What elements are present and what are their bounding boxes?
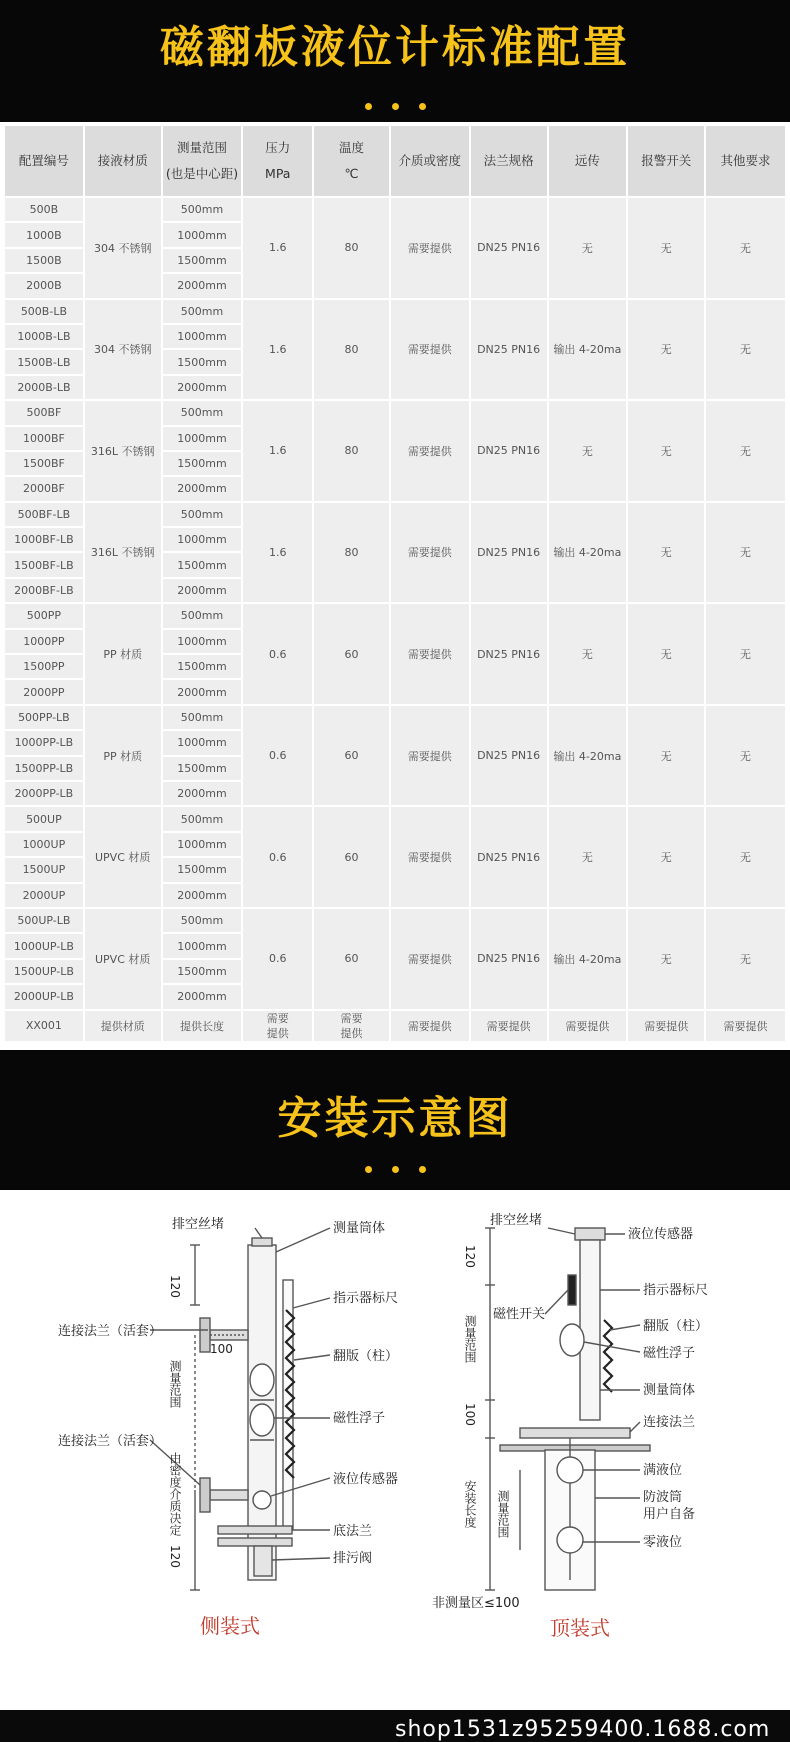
label-top-user: 用户自备 xyxy=(643,1507,696,1522)
cell-range: 2000mm xyxy=(163,477,242,500)
cell-flange: DN25 PN16 xyxy=(471,401,547,501)
cell-range: 1000mm xyxy=(163,427,242,450)
cell-alarm: 无 xyxy=(628,401,704,501)
cell-pressure: 1.6 xyxy=(243,503,312,603)
cell-flange: DN25 PN16 xyxy=(471,198,547,298)
cell-other: 无 xyxy=(706,503,785,603)
header-text: 法兰规格 xyxy=(483,153,534,168)
config-table-body xyxy=(5,198,785,1041)
label-measuring-tube: 测量筒体 xyxy=(333,1221,386,1236)
cell-code: 1000UP xyxy=(5,833,83,856)
label-top-vent: 排空丝堵 xyxy=(490,1213,543,1228)
table-row xyxy=(5,604,785,627)
cell-code: 2000UP-LB xyxy=(5,985,83,1008)
cell-remote: 无 xyxy=(549,198,627,298)
cell-remote: 输出 4-20ma xyxy=(549,706,627,806)
cell-custom: 需要提供 xyxy=(706,1011,785,1041)
cell-range: 1000mm xyxy=(163,223,242,246)
cell-code: 1000PP-LB xyxy=(5,731,83,754)
cell-custom: 需要提供 xyxy=(471,1011,547,1041)
table-row xyxy=(5,909,785,932)
cell-range: 2000mm xyxy=(163,680,242,703)
section-title-install: 安装示意图 xyxy=(277,1093,513,1144)
cell-range: 1000mm xyxy=(163,325,242,348)
cell-pressure: 0.6 xyxy=(243,807,312,907)
col-header-code xyxy=(5,126,83,196)
caption-top-mount: 顶装式 xyxy=(550,1616,610,1640)
label-drain-valve: 排污阀 xyxy=(333,1551,373,1566)
cell-range: 1500mm xyxy=(163,960,242,983)
side-bottom-flange xyxy=(218,1526,292,1534)
cell-material: PP 材质 xyxy=(85,706,161,806)
cell-code: 1500PP-LB xyxy=(5,757,83,780)
cell-custom: 需要提供 xyxy=(391,1011,469,1041)
cell-flange: DN25 PN16 xyxy=(471,706,547,806)
col-header-medium xyxy=(391,126,469,196)
cell-pressure: 1.6 xyxy=(243,300,312,400)
cell-other: 无 xyxy=(706,198,785,298)
table-row xyxy=(5,503,785,526)
cell-temperature: 80 xyxy=(314,503,389,603)
cell-custom: 需要提供 xyxy=(628,1011,704,1041)
cell-code: 1500UP xyxy=(5,858,83,881)
cell-code: 500UP xyxy=(5,807,83,830)
cell-range: 2000mm xyxy=(163,782,242,805)
cell-alarm: 无 xyxy=(628,198,704,298)
cell-remote: 输出 4-20ma xyxy=(549,503,627,603)
cell-code: 2000PP xyxy=(5,680,83,703)
dot xyxy=(419,1166,426,1173)
col-header-pressure xyxy=(243,126,312,196)
cell-code: 1500B-LB xyxy=(5,350,83,373)
cell-pressure: 0.6 xyxy=(243,604,312,704)
label-top-dim-range2: 测量范围 xyxy=(496,1490,510,1538)
cell-code: 500BF xyxy=(5,401,83,424)
cell-code: 1500B xyxy=(5,249,83,272)
cell-range: 500mm xyxy=(163,807,242,830)
cell-code: 500B xyxy=(5,198,83,221)
cell-code: 500B-LB xyxy=(5,300,83,323)
cell-code: 1000BF-LB xyxy=(5,528,83,551)
cell-code: 500PP-LB xyxy=(5,706,83,729)
cell-pressure: 1.6 xyxy=(243,401,312,501)
cell-other: 无 xyxy=(706,706,785,806)
shop-watermark: shop1531z95259400.1688.com xyxy=(395,1717,771,1742)
top-float-zero xyxy=(557,1527,583,1553)
label-top-wave: 防波筒 xyxy=(643,1490,683,1505)
cell-medium: 需要提供 xyxy=(391,503,469,603)
cell-temperature: 60 xyxy=(314,807,389,907)
col-header-other xyxy=(706,126,785,196)
label-top-dim-install: 安装长度 xyxy=(463,1480,477,1528)
cell-range: 1000mm xyxy=(163,630,242,653)
cell-code: 2000UP xyxy=(5,884,83,907)
config-table-wrapper xyxy=(3,124,787,1043)
cell-custom: 提供材质 xyxy=(85,1011,161,1041)
label-flap: 翻版（柱） xyxy=(333,1349,399,1364)
cell-code: 2000PP-LB xyxy=(5,782,83,805)
cell-alarm: 无 xyxy=(628,503,704,603)
cell-pressure: 0.6 xyxy=(243,706,312,806)
cell-code: 1500UP-LB xyxy=(5,960,83,983)
top-magnetic-switch xyxy=(568,1275,576,1305)
cell-flange: DN25 PN16 xyxy=(471,807,547,907)
label-top-dim-100: 100 xyxy=(463,1403,477,1426)
cell-code: 2000B xyxy=(5,274,83,297)
cell-medium: 需要提供 xyxy=(391,300,469,400)
header-text: 配置编号 xyxy=(18,153,69,168)
cell-range: 1500mm xyxy=(163,350,242,373)
table-row xyxy=(5,198,785,221)
cell-range: 2000mm xyxy=(163,985,242,1008)
label-dim-120-bottom: 120 xyxy=(168,1545,182,1568)
cell-other: 无 xyxy=(706,300,785,400)
label-top-dim-120: 120 xyxy=(463,1245,477,1268)
cell-range: 1500mm xyxy=(163,553,242,576)
cell-range: 1000mm xyxy=(163,934,242,957)
title-dots-config xyxy=(0,95,790,105)
cell-material: UPVC 材质 xyxy=(85,807,161,907)
label-dim-range: 测量范围 xyxy=(168,1360,182,1408)
label-flange-bottom: 连接法兰（活套） xyxy=(58,1434,163,1449)
header-text: 介质或密度 xyxy=(398,153,462,168)
label-top-sensor: 液位传感器 xyxy=(628,1227,694,1242)
cell-flange: DN25 PN16 xyxy=(471,300,547,400)
table-row xyxy=(5,401,785,424)
cell-code: 1500BF-LB xyxy=(5,553,83,576)
cell-custom: 需要 提供 xyxy=(314,1011,389,1041)
cell-material: 304 不锈钢 xyxy=(85,300,161,400)
label-top-flange: 连接法兰 xyxy=(643,1415,696,1430)
cell-range: 2000mm xyxy=(163,376,242,399)
dot xyxy=(419,103,426,110)
cell-range: 1000mm xyxy=(163,833,242,856)
cell-temperature: 60 xyxy=(314,909,389,1009)
header-subtext: ℃ xyxy=(344,166,359,181)
cell-medium: 需要提供 xyxy=(391,604,469,704)
cell-code: 1500PP xyxy=(5,655,83,678)
cell-code: 2000BF xyxy=(5,477,83,500)
title-dots-install xyxy=(0,1158,790,1168)
cell-material: 316L 不锈钢 xyxy=(85,401,161,501)
cell-material: PP 材质 xyxy=(85,604,161,704)
cell-alarm: 无 xyxy=(628,604,704,704)
cell-range: 500mm xyxy=(163,300,242,323)
top-level-sensor-head xyxy=(575,1228,605,1240)
side-magnetic-float xyxy=(250,1364,274,1396)
cell-custom: 需要 提供 xyxy=(243,1011,312,1041)
header-text: 报警开关 xyxy=(641,153,692,168)
cell-temperature: 80 xyxy=(314,401,389,501)
col-header-temperature xyxy=(314,126,389,196)
cell-medium: 需要提供 xyxy=(391,909,469,1009)
cell-alarm: 无 xyxy=(628,909,704,1009)
col-header-range xyxy=(163,126,242,196)
label-level-sensor: 液位传感器 xyxy=(333,1472,399,1487)
cell-range: 500mm xyxy=(163,604,242,627)
install-diagram xyxy=(0,1190,790,1710)
table-row-custom xyxy=(5,1011,785,1041)
cell-material: 304 不锈钢 xyxy=(85,198,161,298)
label-top-full: 满液位 xyxy=(643,1463,683,1478)
label-magnetic-float: 磁性浮子 xyxy=(333,1411,386,1426)
cell-medium: 需要提供 xyxy=(391,807,469,907)
dot xyxy=(392,1166,399,1173)
cell-code: 1000B-LB xyxy=(5,325,83,348)
top-measuring-tube xyxy=(580,1240,600,1420)
cell-code: 2000B-LB xyxy=(5,376,83,399)
cell-other: 无 xyxy=(706,604,785,704)
cell-code: 1000BF xyxy=(5,427,83,450)
col-header-material xyxy=(85,126,161,196)
cell-temperature: 80 xyxy=(314,300,389,400)
cell-remote: 输出 4-20ma xyxy=(549,909,627,1009)
cell-remote: 输出 4-20ma xyxy=(549,300,627,400)
cell-pressure: 0.6 xyxy=(243,909,312,1009)
label-flange-top: 连接法兰（活套） xyxy=(58,1324,163,1339)
header-text: 远传 xyxy=(574,153,600,168)
cell-medium: 需要提供 xyxy=(391,706,469,806)
label-dim-120-top: 120 xyxy=(168,1275,182,1298)
label-indicator-scale: 指示器标尺 xyxy=(333,1291,399,1306)
cell-code: 500UP-LB xyxy=(5,909,83,932)
cell-material: UPVC 材质 xyxy=(85,909,161,1009)
header-text: 接液材质 xyxy=(97,153,148,168)
cell-temperature: 60 xyxy=(314,706,389,806)
cell-flange: DN25 PN16 xyxy=(471,909,547,1009)
label-top-tube: 测量筒体 xyxy=(643,1383,696,1398)
cell-range: 1000mm xyxy=(163,731,242,754)
cell-code: 1000UP-LB xyxy=(5,934,83,957)
dot xyxy=(392,103,399,110)
cell-other: 无 xyxy=(706,401,785,501)
cell-alarm: 无 xyxy=(628,706,704,806)
table-row xyxy=(5,807,785,830)
label-bottom-flange: 底法兰 xyxy=(333,1524,373,1539)
cell-range: 500mm xyxy=(163,503,242,526)
cell-material: 316L 不锈钢 xyxy=(85,503,161,603)
side-flange-bottom xyxy=(210,1490,248,1500)
cell-flange: DN25 PN16 xyxy=(471,503,547,603)
cell-medium: 需要提供 xyxy=(391,401,469,501)
cell-range: 1000mm xyxy=(163,528,242,551)
cell-range: 500mm xyxy=(163,198,242,221)
cell-code: 2000BF-LB xyxy=(5,579,83,602)
label-top-switch: 磁性开关 xyxy=(493,1307,546,1322)
cell-code: 1000PP xyxy=(5,630,83,653)
cell-custom: XX001 xyxy=(5,1011,83,1041)
header-text: 其他要求 xyxy=(720,153,771,168)
header-subtext: MPa xyxy=(265,166,291,181)
label-vent-plug: 排空丝堵 xyxy=(172,1217,225,1232)
cell-range: 500mm xyxy=(163,909,242,932)
cell-code: 1000B xyxy=(5,223,83,246)
cell-range: 1500mm xyxy=(163,655,242,678)
cell-pressure: 1.6 xyxy=(243,198,312,298)
label-dim-density: 由密度介质决定 xyxy=(168,1452,182,1536)
label-top-flap: 翻版（柱） xyxy=(643,1319,709,1334)
header-text: 温度 xyxy=(339,140,365,155)
header-text: 测量范围 xyxy=(176,140,227,155)
cell-range: 2000mm xyxy=(163,884,242,907)
cell-alarm: 无 xyxy=(628,300,704,400)
label-top-dim-range: 测量范围 xyxy=(463,1315,477,1363)
header-subtext: (也是中心距) xyxy=(165,166,239,181)
header-text: 压力 xyxy=(265,140,291,155)
cell-range: 1500mm xyxy=(163,249,242,272)
cell-flange: DN25 PN16 xyxy=(471,604,547,704)
top-connect-flange xyxy=(520,1428,630,1438)
label-top-nonmeasure: 非测量区≤100 xyxy=(432,1596,520,1611)
col-header-alarm xyxy=(628,126,704,196)
table-row xyxy=(5,706,785,729)
label-top-float: 磁性浮子 xyxy=(643,1346,696,1361)
cell-range: 500mm xyxy=(163,706,242,729)
cell-alarm: 无 xyxy=(628,807,704,907)
config-table xyxy=(3,124,787,1043)
col-header-flange xyxy=(471,126,547,196)
cell-code: 500PP xyxy=(5,604,83,627)
cell-temperature: 80 xyxy=(314,198,389,298)
cell-range: 2000mm xyxy=(163,579,242,602)
side-level-sensor xyxy=(253,1491,271,1509)
cell-custom: 提供长度 xyxy=(163,1011,242,1041)
cell-custom: 需要提供 xyxy=(549,1011,627,1041)
table-row xyxy=(5,300,785,323)
cell-remote: 无 xyxy=(549,604,627,704)
label-dim-100: 100 xyxy=(210,1342,233,1356)
cell-remote: 无 xyxy=(549,401,627,501)
cell-other: 无 xyxy=(706,909,785,1009)
cell-range: 1500mm xyxy=(163,452,242,475)
col-header-remote xyxy=(549,126,627,196)
caption-side-mount: 侧装式 xyxy=(200,1614,260,1638)
dot xyxy=(365,1166,372,1173)
cell-range: 500mm xyxy=(163,401,242,424)
cell-range: 1500mm xyxy=(163,757,242,780)
section-title-config: 磁翻板液位计标准配置 xyxy=(160,22,630,73)
cell-remote: 无 xyxy=(549,807,627,907)
cell-range: 1500mm xyxy=(163,858,242,881)
dot xyxy=(365,103,372,110)
cell-code: 1500BF xyxy=(5,452,83,475)
cell-temperature: 60 xyxy=(314,604,389,704)
top-magnetic-float xyxy=(560,1324,584,1356)
table-header-row xyxy=(5,126,785,196)
cell-range: 2000mm xyxy=(163,274,242,297)
cell-code: 500BF-LB xyxy=(5,503,83,526)
top-float-full xyxy=(557,1457,583,1483)
cell-medium: 需要提供 xyxy=(391,198,469,298)
label-top-scale: 指示器标尺 xyxy=(643,1283,709,1298)
cell-other: 无 xyxy=(706,807,785,907)
label-top-zero: 零液位 xyxy=(643,1535,683,1550)
side-drain-valve xyxy=(254,1546,272,1576)
install-diagram-section xyxy=(0,1190,790,1710)
